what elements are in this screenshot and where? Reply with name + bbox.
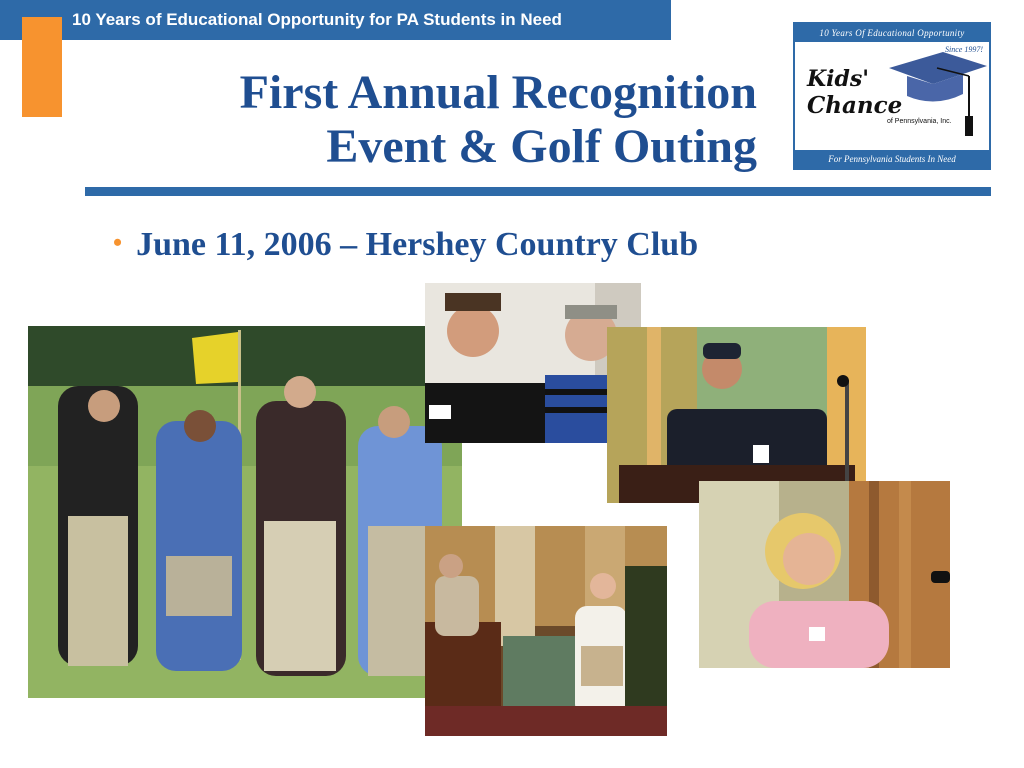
photo-golfers: [28, 326, 462, 698]
photo-speaker-podium: [607, 327, 866, 503]
photo-woman-speaking: [699, 481, 950, 668]
logo-top-text: 10 Years Of Educational Opportunity: [795, 24, 989, 42]
title-line-2: Event & Golf Outing: [326, 120, 757, 173]
photo-award-presentation: [425, 526, 667, 736]
logo-bottom-text: For Pennsylvania Students In Need: [795, 150, 989, 168]
slide-title: [240, 66, 757, 174]
bullet-text: June 11, 2006 – Hershey Country Club: [136, 226, 699, 263]
logo-sub: of Pennsylvania, Inc.: [887, 118, 952, 125]
top-banner: [0, 0, 671, 40]
logo-since: Since 1997!: [945, 45, 983, 54]
title-rule: [85, 187, 991, 196]
title-line-1: First Annual Recognition: [239, 66, 757, 119]
kids-chance-logo: [793, 22, 991, 170]
logo-brand-line-2: Chance: [807, 92, 903, 119]
bullet-dot: •: [113, 228, 123, 257]
logo-brand-line-1: Kids': [807, 66, 869, 92]
accent-bar: [22, 17, 62, 117]
banner-text: 10 Years of Educational Opportunity for PA Students in Need: [72, 10, 562, 29]
bullet-item: [113, 226, 698, 264]
